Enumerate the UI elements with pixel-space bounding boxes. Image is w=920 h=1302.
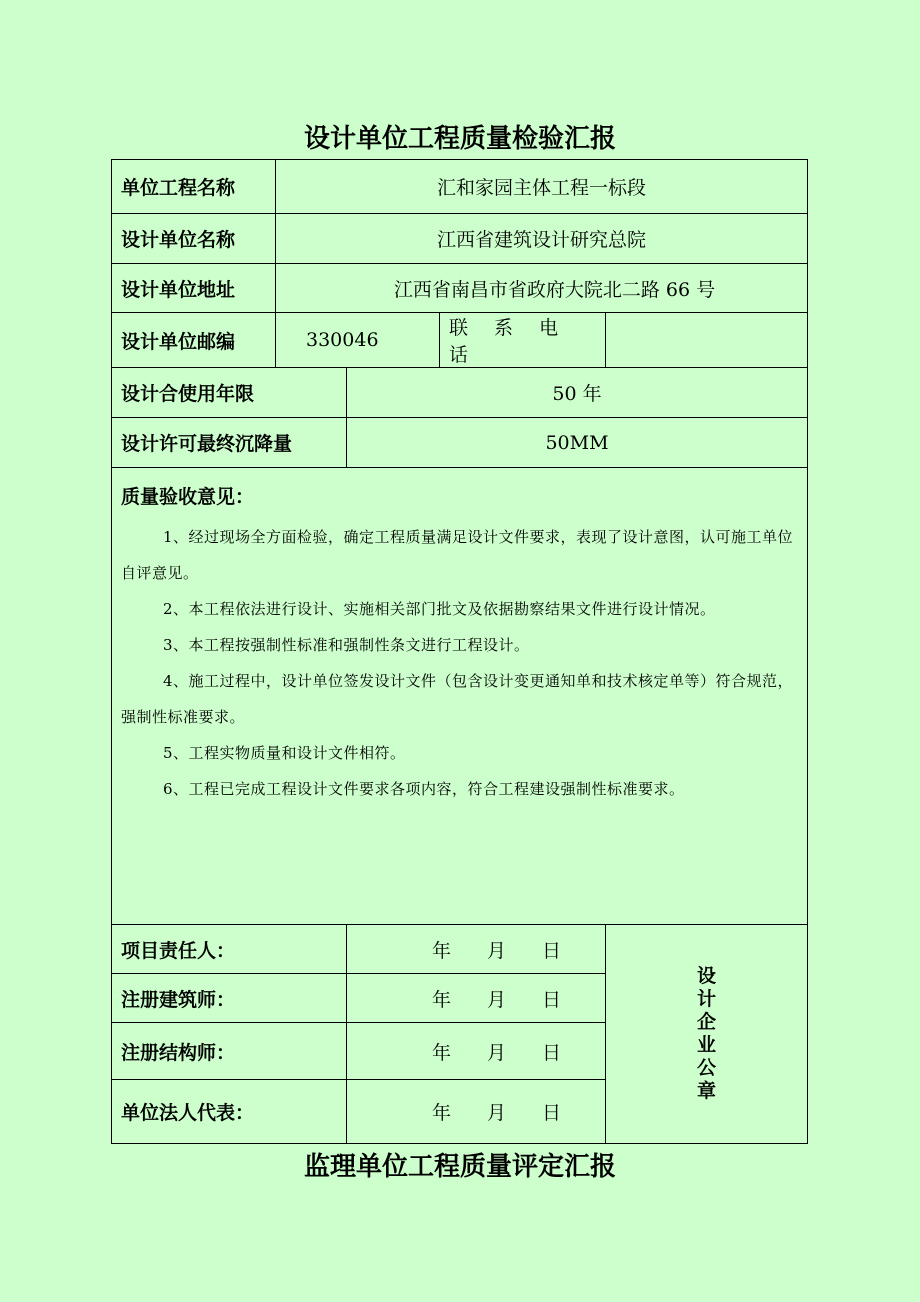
- registered-architect-label: 注册建筑师：: [112, 974, 347, 1023]
- year-label: 年: [432, 988, 452, 1011]
- day-label: 日: [542, 1041, 562, 1064]
- legal-representative-label: 单位法人代表：: [112, 1080, 347, 1144]
- design-unit-label: 设计单位名称: [112, 214, 276, 264]
- opinion-item: 4、施工过程中，设计单位签发设计文件（包含设计变更通知单和技术核定单等）符合规范，强制性标准要求。: [121, 672, 794, 726]
- report-title: 设计单位工程质量检验汇报: [303, 124, 616, 154]
- company-seal-label: 设计企业公章: [696, 965, 716, 1102]
- date-field: [347, 1080, 606, 1144]
- inspection-form: [111, 159, 808, 1144]
- settlement-label: 设计许可最终沉降量: [112, 418, 347, 468]
- opinion-item: 1、经过现场全方面检验，确定工程质量满足设计文件要求，表现了设计意图，认可施工单位自评意见。: [121, 528, 794, 582]
- company-seal-area: [606, 925, 808, 1144]
- postcode-value: 330046: [276, 313, 440, 368]
- service-life-value: 50 年: [347, 368, 808, 418]
- month-label: 月: [487, 1102, 507, 1124]
- service-life-label: 设计合使用年限: [112, 368, 347, 418]
- postcode-label: 设计单位邮编: [112, 313, 276, 368]
- opinion-item: 3、本工程按强制性标准和强制性条文进行工程设计。: [163, 636, 530, 654]
- design-address-value: 江西省南昌市省政府大院北二路 66 号: [276, 264, 808, 313]
- registered-structural-engineer-label: 注册结构师：: [112, 1023, 347, 1080]
- month-label: 月: [487, 988, 507, 1011]
- supervision-report-title: 监理单位工程质量评定汇报: [303, 1152, 616, 1182]
- project-name-value: 汇和家园主体工程一标段: [276, 160, 808, 214]
- day-label: 日: [542, 939, 562, 962]
- opinion-item: 2、本工程依法进行设计、实施相关部门批文及依据勘察结果文件进行设计情况。: [163, 600, 716, 618]
- quality-opinion: [112, 468, 808, 925]
- year-label: 年: [432, 1102, 452, 1124]
- day-label: 日: [542, 988, 562, 1011]
- opinion-list: [112, 519, 807, 807]
- date-field: [347, 925, 606, 974]
- settlement-value: 50MM: [347, 418, 808, 468]
- day-label: 日: [542, 1102, 562, 1124]
- date-field: [347, 1023, 606, 1080]
- year-label: 年: [432, 1041, 452, 1064]
- project-name-label: 单位工程名称: [112, 160, 276, 214]
- project-lead-label: 项目责任人：: [112, 925, 347, 974]
- date-field: [347, 974, 606, 1023]
- month-label: 月: [487, 1041, 507, 1064]
- phone-value: [606, 313, 808, 368]
- phone-label: 联 系 电 话: [440, 313, 606, 368]
- design-unit-value: 江西省建筑设计研究总院: [276, 214, 808, 264]
- opinion-item: 6、工程已完成工程设计文件要求各项内容，符合工程建设强制性标准要求。: [163, 780, 685, 798]
- opinion-heading: 质量验收意见：: [121, 486, 255, 508]
- month-label: 月: [487, 939, 507, 962]
- design-address-label: 设计单位地址: [112, 264, 276, 313]
- year-label: 年: [432, 939, 452, 962]
- opinion-item: 5、工程实物质量和设计文件相符。: [163, 744, 406, 762]
